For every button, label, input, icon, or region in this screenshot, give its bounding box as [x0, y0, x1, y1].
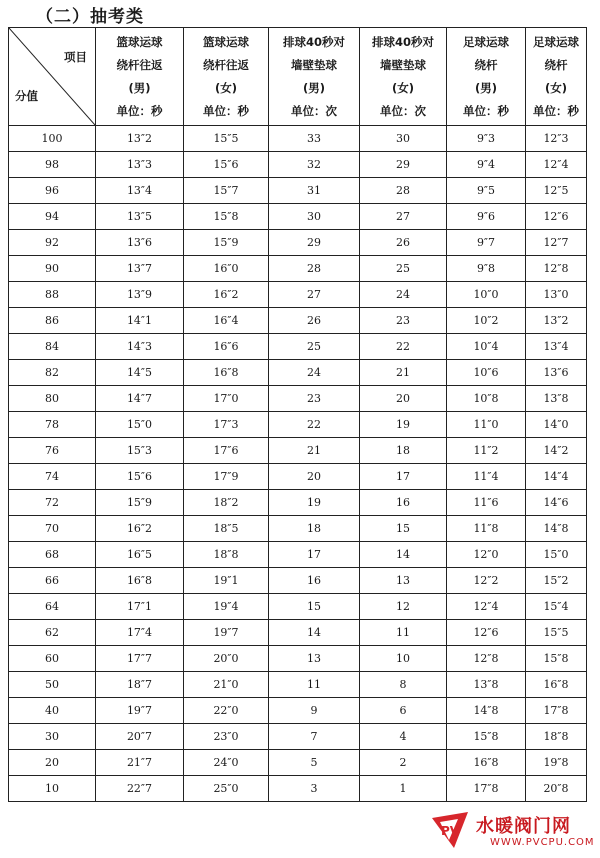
corner-label-score: 分值 — [15, 89, 38, 103]
value-cell: 22″7 — [96, 776, 184, 802]
value-cell: 3 — [269, 776, 360, 802]
value-cell: 11″2 — [447, 438, 526, 464]
value-cell: 24″0 — [184, 750, 269, 776]
table-row — [9, 646, 587, 672]
value-cell: 26 — [269, 308, 360, 334]
value-cell: 13″9 — [96, 282, 184, 308]
value-cell: 14 — [360, 542, 447, 568]
value-cell: 9″7 — [447, 230, 526, 256]
value-cell: 27 — [360, 204, 447, 230]
score-cell: 40 — [9, 698, 96, 724]
value-cell: 12″0 — [447, 542, 526, 568]
score-cell: 94 — [9, 204, 96, 230]
value-cell: 12″6 — [447, 620, 526, 646]
table-row — [9, 230, 587, 256]
value-cell: 14″2 — [526, 438, 587, 464]
value-cell: 13″4 — [526, 334, 587, 360]
value-cell: 25″0 — [184, 776, 269, 802]
value-cell: 16″8 — [447, 750, 526, 776]
value-cell: 16″8 — [96, 568, 184, 594]
section-title: （二）抽考类 — [36, 7, 144, 27]
score-cell: 62 — [9, 620, 96, 646]
value-cell: 31 — [269, 178, 360, 204]
value-cell: 8 — [360, 672, 447, 698]
value-cell: 20″0 — [184, 646, 269, 672]
watermark — [424, 806, 600, 856]
value-cell: 19 — [360, 412, 447, 438]
value-cell: 28 — [360, 178, 447, 204]
score-cell: 72 — [9, 490, 96, 516]
score-cell: 76 — [9, 438, 96, 464]
pv-logo-icon — [428, 808, 472, 852]
watermark-site-name: 水暖阀门网 — [476, 816, 571, 837]
value-cell: 24 — [269, 360, 360, 386]
value-cell: 14″0 — [526, 412, 587, 438]
table-row — [9, 282, 587, 308]
score-cell: 96 — [9, 178, 96, 204]
value-cell: 13″7 — [96, 256, 184, 282]
value-cell: 16″5 — [96, 542, 184, 568]
value-cell: 12 — [360, 594, 447, 620]
table-row — [9, 126, 587, 152]
score-cell: 50 — [9, 672, 96, 698]
value-cell: 11″4 — [447, 464, 526, 490]
score-cell: 84 — [9, 334, 96, 360]
table-row — [9, 620, 587, 646]
value-cell: 17″3 — [184, 412, 269, 438]
value-cell: 16″4 — [184, 308, 269, 334]
column-header: 篮球运球 绕杆往返 (男) 单位：秒 — [96, 28, 184, 126]
value-cell: 28 — [269, 256, 360, 282]
value-cell: 14 — [269, 620, 360, 646]
value-cell: 11 — [269, 672, 360, 698]
value-cell: 14″1 — [96, 308, 184, 334]
score-cell: 68 — [9, 542, 96, 568]
value-cell: 12″3 — [526, 126, 587, 152]
value-cell: 29 — [269, 230, 360, 256]
value-cell: 15″3 — [96, 438, 184, 464]
table-row — [9, 438, 587, 464]
value-cell: 27 — [269, 282, 360, 308]
value-cell: 15 — [360, 516, 447, 542]
svg-text:PV: PV — [441, 824, 460, 838]
value-cell: 9″6 — [447, 204, 526, 230]
score-cell: 30 — [9, 724, 96, 750]
value-cell: 9 — [269, 698, 360, 724]
score-cell: 92 — [9, 230, 96, 256]
value-cell: 18″8 — [184, 542, 269, 568]
value-cell: 11″6 — [447, 490, 526, 516]
table-row — [9, 152, 587, 178]
value-cell: 20″8 — [526, 776, 587, 802]
value-cell: 17″0 — [184, 386, 269, 412]
value-cell: 17″4 — [96, 620, 184, 646]
table-row — [9, 490, 587, 516]
value-cell: 10 — [360, 646, 447, 672]
value-cell: 14″8 — [526, 516, 587, 542]
score-cell: 80 — [9, 386, 96, 412]
value-cell: 12″4 — [447, 594, 526, 620]
column-header: 排球40秒对 墙壁垫球 (女) 单位：次 — [360, 28, 447, 126]
value-cell: 12″7 — [526, 230, 587, 256]
value-cell: 29 — [360, 152, 447, 178]
table-row — [9, 178, 587, 204]
value-cell: 7 — [269, 724, 360, 750]
value-cell: 23 — [269, 386, 360, 412]
value-cell: 10″0 — [447, 282, 526, 308]
value-cell: 14″8 — [447, 698, 526, 724]
value-cell: 30 — [269, 204, 360, 230]
table-row — [9, 360, 587, 386]
table-row — [9, 386, 587, 412]
value-cell: 9″4 — [447, 152, 526, 178]
table-row — [9, 516, 587, 542]
value-cell: 30 — [360, 126, 447, 152]
table-row — [9, 698, 587, 724]
value-cell: 13″8 — [526, 386, 587, 412]
value-cell: 13″0 — [526, 282, 587, 308]
value-cell: 11″0 — [447, 412, 526, 438]
value-cell: 12″8 — [526, 256, 587, 282]
score-cell: 64 — [9, 594, 96, 620]
value-cell: 13″6 — [96, 230, 184, 256]
score-cell: 10 — [9, 776, 96, 802]
value-cell: 13″8 — [447, 672, 526, 698]
value-cell: 13″6 — [526, 360, 587, 386]
value-cell: 13″4 — [96, 178, 184, 204]
value-cell: 9″8 — [447, 256, 526, 282]
score-cell: 60 — [9, 646, 96, 672]
table-row — [9, 542, 587, 568]
value-cell: 13″2 — [526, 308, 587, 334]
value-cell: 24 — [360, 282, 447, 308]
value-cell: 15″6 — [96, 464, 184, 490]
column-header: 足球运球 绕杆 (女) 单位：秒 — [526, 28, 587, 126]
value-cell: 14″6 — [526, 490, 587, 516]
table-row — [9, 308, 587, 334]
value-cell: 17″6 — [184, 438, 269, 464]
value-cell: 25 — [360, 256, 447, 282]
value-cell: 12″8 — [447, 646, 526, 672]
value-cell: 15″5 — [184, 126, 269, 152]
header-row — [9, 28, 587, 126]
score-table — [8, 27, 587, 802]
value-cell: 21 — [269, 438, 360, 464]
value-cell: 21″7 — [96, 750, 184, 776]
value-cell: 15″7 — [184, 178, 269, 204]
value-cell: 20 — [360, 386, 447, 412]
score-cell: 90 — [9, 256, 96, 282]
value-cell: 32 — [269, 152, 360, 178]
value-cell: 12″6 — [526, 204, 587, 230]
table-row — [9, 568, 587, 594]
value-cell: 19″7 — [96, 698, 184, 724]
value-cell: 18″7 — [96, 672, 184, 698]
value-cell: 15″5 — [526, 620, 587, 646]
value-cell: 15″9 — [96, 490, 184, 516]
value-cell: 10″2 — [447, 308, 526, 334]
value-cell: 15″2 — [526, 568, 587, 594]
score-cell: 88 — [9, 282, 96, 308]
value-cell: 6 — [360, 698, 447, 724]
value-cell: 15″6 — [184, 152, 269, 178]
value-cell: 14″7 — [96, 386, 184, 412]
value-cell: 14″5 — [96, 360, 184, 386]
value-cell: 13″3 — [96, 152, 184, 178]
score-cell: 82 — [9, 360, 96, 386]
value-cell: 19″7 — [184, 620, 269, 646]
value-cell: 16″0 — [184, 256, 269, 282]
score-cell: 100 — [9, 126, 96, 152]
value-cell: 11″8 — [447, 516, 526, 542]
value-cell: 14″4 — [526, 464, 587, 490]
column-header: 足球运球 绕杆 (男) 单位：秒 — [447, 28, 526, 126]
value-cell: 21 — [360, 360, 447, 386]
value-cell: 11 — [360, 620, 447, 646]
score-cell: 20 — [9, 750, 96, 776]
value-cell: 19″1 — [184, 568, 269, 594]
value-cell: 13″5 — [96, 204, 184, 230]
value-cell: 20″7 — [96, 724, 184, 750]
score-cell: 66 — [9, 568, 96, 594]
value-cell: 22″0 — [184, 698, 269, 724]
value-cell: 15″8 — [184, 204, 269, 230]
value-cell: 21″0 — [184, 672, 269, 698]
score-cell: 70 — [9, 516, 96, 542]
value-cell: 16″8 — [526, 672, 587, 698]
value-cell: 9″5 — [447, 178, 526, 204]
value-cell: 26 — [360, 230, 447, 256]
value-cell: 4 — [360, 724, 447, 750]
corner-label-item: 项目 — [64, 50, 87, 64]
value-cell: 22 — [360, 334, 447, 360]
value-cell: 2 — [360, 750, 447, 776]
value-cell: 22 — [269, 412, 360, 438]
value-cell: 19″4 — [184, 594, 269, 620]
value-cell: 16″6 — [184, 334, 269, 360]
value-cell: 16″2 — [96, 516, 184, 542]
score-cell: 86 — [9, 308, 96, 334]
table-row — [9, 672, 587, 698]
value-cell: 12″2 — [447, 568, 526, 594]
value-cell: 16″8 — [184, 360, 269, 386]
table-body — [9, 126, 587, 802]
table-row — [9, 334, 587, 360]
column-header: 篮球运球 绕杆往返 (女) 单位：秒 — [184, 28, 269, 126]
value-cell: 15 — [269, 594, 360, 620]
value-cell: 17 — [269, 542, 360, 568]
corner-header-cell — [9, 28, 96, 126]
value-cell: 17 — [360, 464, 447, 490]
table-row — [9, 724, 587, 750]
value-cell: 12″5 — [526, 178, 587, 204]
table-row — [9, 464, 587, 490]
watermark-url: WWW.PVCPU.COM — [490, 837, 595, 848]
value-cell: 1 — [360, 776, 447, 802]
value-cell: 25 — [269, 334, 360, 360]
value-cell: 18 — [360, 438, 447, 464]
value-cell: 18″5 — [184, 516, 269, 542]
value-cell: 15″9 — [184, 230, 269, 256]
value-cell: 17″1 — [96, 594, 184, 620]
value-cell: 13″2 — [96, 126, 184, 152]
score-cell: 74 — [9, 464, 96, 490]
value-cell: 23 — [360, 308, 447, 334]
table-row — [9, 594, 587, 620]
value-cell: 19″8 — [526, 750, 587, 776]
value-cell: 33 — [269, 126, 360, 152]
value-cell: 19 — [269, 490, 360, 516]
value-cell: 10″8 — [447, 386, 526, 412]
table-row — [9, 750, 587, 776]
value-cell: 10″6 — [447, 360, 526, 386]
value-cell: 13 — [269, 646, 360, 672]
value-cell: 15″0 — [96, 412, 184, 438]
value-cell: 17″9 — [184, 464, 269, 490]
value-cell: 17″8 — [447, 776, 526, 802]
table-row — [9, 412, 587, 438]
value-cell: 23″0 — [184, 724, 269, 750]
value-cell: 18 — [269, 516, 360, 542]
score-cell: 78 — [9, 412, 96, 438]
value-cell: 16 — [360, 490, 447, 516]
value-cell: 10″4 — [447, 334, 526, 360]
diagonal-line — [9, 28, 95, 125]
column-header: 排球40秒对 墙壁垫球 (男) 单位：次 — [269, 28, 360, 126]
value-cell: 9″3 — [447, 126, 526, 152]
value-cell: 15″4 — [526, 594, 587, 620]
table-row — [9, 256, 587, 282]
value-cell: 15″8 — [447, 724, 526, 750]
value-cell: 20 — [269, 464, 360, 490]
value-cell: 17″7 — [96, 646, 184, 672]
score-cell: 98 — [9, 152, 96, 178]
value-cell: 16″2 — [184, 282, 269, 308]
value-cell: 15″8 — [526, 646, 587, 672]
value-cell: 5 — [269, 750, 360, 776]
value-cell: 17″8 — [526, 698, 587, 724]
value-cell: 18″2 — [184, 490, 269, 516]
value-cell: 18″8 — [526, 724, 587, 750]
table-row — [9, 776, 587, 802]
value-cell: 13 — [360, 568, 447, 594]
value-cell: 12″4 — [526, 152, 587, 178]
value-cell: 14″3 — [96, 334, 184, 360]
value-cell: 15″0 — [526, 542, 587, 568]
table-row — [9, 204, 587, 230]
value-cell: 16 — [269, 568, 360, 594]
